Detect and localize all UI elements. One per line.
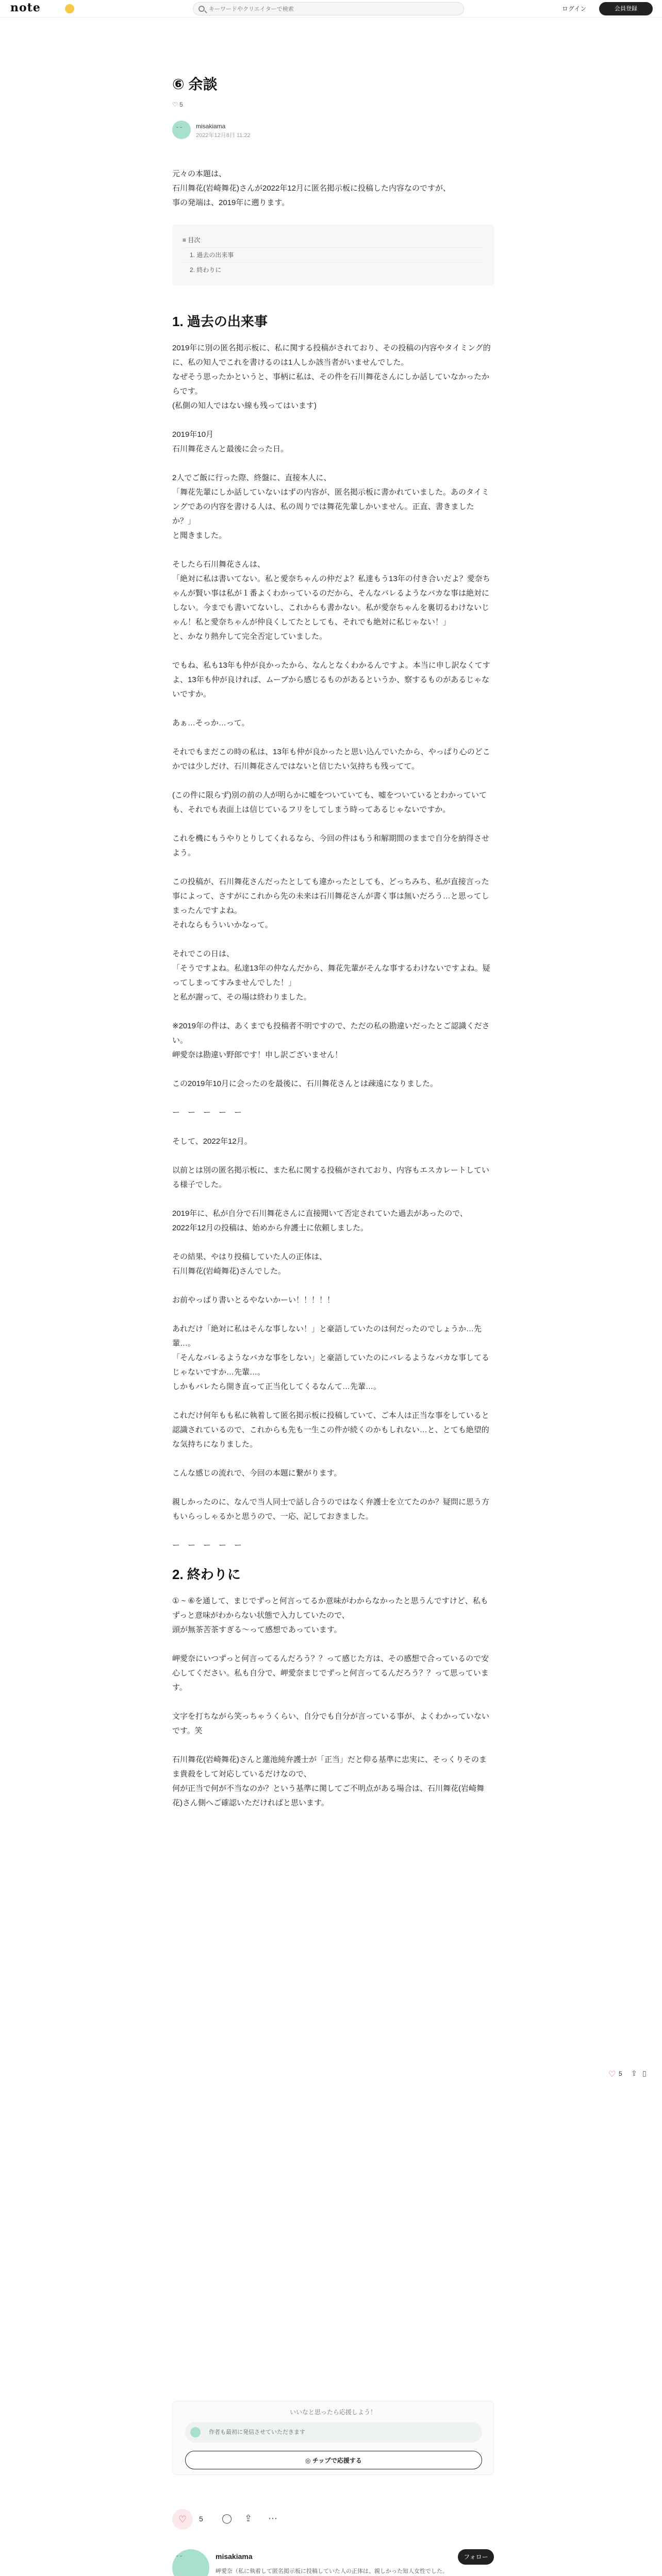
share-icon[interactable]: ⇪ xyxy=(244,2513,253,2523)
toc-item[interactable]: 1. 過去の出来事 xyxy=(183,247,484,262)
heart-icon[interactable]: ♡ xyxy=(172,101,180,108)
body-paragraph: その結果、やはり投稿していた人の正体は、 石川舞花(岩崎舞花)さんでした。 xyxy=(172,1252,327,1276)
author-name[interactable]: misakiama xyxy=(196,123,226,130)
login-link[interactable]: ログイン xyxy=(562,5,587,12)
divider-text: ー ー ー ー ー xyxy=(172,1108,242,1117)
floating-actions xyxy=(608,2066,655,2081)
support-avatar xyxy=(190,2427,201,2437)
follow-button[interactable]: フォロー xyxy=(458,2549,494,2565)
body-paragraph: 岬愛奈にいつずっと何言ってるんだろう？？って感じた方は、その感想で合っているので安心してください。私も自分で、岬愛奈まじでずっと何言ってるんだろう？？って思っています。 xyxy=(172,1654,489,1692)
body-paragraph: 2019年10月 石川舞花さんと最後に会った日。 xyxy=(172,430,289,453)
heart-icon[interactable]: ♡ xyxy=(608,2070,616,2079)
body-paragraph: 文字を打ちながら笑っちゃうくらい、自分でも自分が言っている事が、よくわかっていないです。笑 xyxy=(172,1712,490,1735)
profile-name[interactable]: misakiama xyxy=(216,2552,253,2561)
more-icon[interactable]: ⋯ xyxy=(268,2513,277,2523)
body-paragraph: 2019年に別の匿名掲示板に、私に関する投稿がされており、その投稿の内容やタイミング的に、私の知人でこれを書けるのは1人しか該当者がいませんでした。 なぜそう思ったかというと、事柄に私は、その件を石川舞花さんにしか話していなかったからです。 (私側の知人ではない線も残ってはいます) xyxy=(172,344,491,410)
body-paragraph: あぁ…そっか…って。 xyxy=(172,719,250,727)
publish-date: 2022年12月8日 11:22 xyxy=(196,132,251,139)
article-body xyxy=(172,167,494,1825)
body-paragraph: ※2019年の件は、あくまでも投稿者不明ですので、ただの私の勘違いだったとご認識ください。 岬愛奈は勘違い野郎です！申し訳ございません！ xyxy=(172,1022,490,1059)
body-paragraph: (この件に限らず)別の前の人が明らかに嘘をついていても、嘘をついているとわかっていても、それでも表面上は信じているフリをしてしまう時ってあるじゃないですか。 xyxy=(172,791,487,814)
table-of-contents xyxy=(172,225,494,285)
body-paragraph: こんな感じの流れで、今回の本題に繋がります。 xyxy=(172,1469,342,1478)
intro-paragraph: 元々の本題は、 石川舞花(岩崎舞花)さんが2022年12月に匿名掲示板に投稿した内容なのですが、 事の発端は、2019年に遡ります。 xyxy=(172,170,451,207)
article-like-count: 5 xyxy=(179,101,183,108)
body-paragraph: ① ~ ⑥を通して、まじでずっと何言ってるか意味がわからなかったと思うんですけど、私もずっと意味がわからない状態で入力していたので、 頭が無茶苦茶すぎる〜って感想であっています。 xyxy=(172,1597,488,1634)
author-avatar[interactable] xyxy=(172,121,191,139)
search-input[interactable] xyxy=(209,5,456,14)
body-paragraph: でもね、私も13年も仲が良かったから、なんとなくわかるんですよ。本当に申し訳なくてすよ、13年も仲が良ければ、ムーブから感じるものがあるというか、察するものがあるじゃないですか。 xyxy=(172,661,490,699)
body-paragraph: 石川舞花(岩崎舞花)さんと蓮池純弁護士が「正当」だと仰る基準に忠実に、そっくりそのまま貴殺をして対応しているだけなので、 何が正当で何が不当なのか？という基準に関してご不明点がある場合は、石川舞花(岩崎舞花)さん側へご確認いただければと思います。 xyxy=(172,1755,487,1807)
action-bar xyxy=(172,2509,494,2530)
body-paragraph: それでこの日は、 「そうですよね。私達13年の仲なんだから、舞花先輩がそんな事するわけないですよね。疑ってしまってすみませんでした！」 と私が謝って、その場は終わりました。 xyxy=(172,950,490,1002)
like-count: 5 xyxy=(199,2515,203,2523)
body-paragraph: あれだけ「絶対に私はそんな事しない！」と豪語していたのは何だったのでしょうか…先輩…。 「そんなバレるようなバカな事をしない」と豪語していたのにバレるようなバカな事してるじゃないですか…先輩…。 しかもバレたら開き直って正当化してくるなんて…先輩…。 xyxy=(172,1325,490,1391)
signup-button[interactable]: 会員登録 xyxy=(599,2,653,15)
support-message: 作者も最初に発信させていただきます xyxy=(185,2422,482,2443)
tip-icon: ◎ xyxy=(305,2457,312,2464)
floating-like-count: 5 xyxy=(619,2070,622,2077)
profile-avatar[interactable] xyxy=(172,2549,209,2576)
body-paragraph: 2人でご飯に行った際、終盤に、直接本人に、 「舞花先輩にしか話していないはずの内容が、匿名掲示板に書かれていました。あのタイミングであの内容を書ける人は、私の周りでは舞花先輩しかいません。正直、書きましたか？」 と聞きました。 xyxy=(172,473,489,540)
body-paragraph: これだけ何年もも私に執着して匿名掲示板に投稿していて、ご本人は正当な事をしていると認識されているので、これからも先も一生この件が続くのかもしれない…と、とても絶望的な気持ちになりました。 xyxy=(172,1411,489,1449)
body-paragraph: この2019年10月に会ったのを最後に、石川舞花さんとは疎遠になりました。 xyxy=(172,1079,438,1088)
smile-icon[interactable] xyxy=(65,4,74,13)
toc-title[interactable]: ≡ 目次 xyxy=(183,236,201,244)
body-paragraph: 以前とは別の匿名掲示板に、また私に関する投稿がされており、内容もエスカレートしている様子でした。 xyxy=(172,1166,490,1189)
note-logo[interactable]: note xyxy=(10,1,41,14)
article-likes xyxy=(172,101,494,108)
search-bar[interactable] xyxy=(193,2,464,15)
author-profile xyxy=(172,2549,494,2576)
like-button[interactable] xyxy=(172,2509,193,2530)
bookmark-icon[interactable]: ▯ xyxy=(642,2069,647,2077)
search-icon xyxy=(198,6,205,12)
author-row xyxy=(172,121,494,141)
article-title: ⑥ 余談 xyxy=(172,76,218,92)
body-paragraph: それでもまだこの時の私は、13年も仲が良かったと思い込んでいたから、やっぱり心のどこかでは少しだけ、石川舞花さんではないと信じたい気持ちも残ってて。 xyxy=(172,748,490,771)
body-paragraph: 2019年に、私が自分で石川舞花さんに直接聞いて否定されていた過去があったので、 2022年12月の投稿は、始めから弁護士に依頼しました。 xyxy=(172,1209,468,1232)
list-icon: ≡ xyxy=(183,236,188,244)
body-paragraph: この投稿が、石川舞花さんだったとしても違かったとしても、どっちみち、私が直接言った事によって、さすがにこれから先の未来は石川舞花さんが書く事は無いだろう…と思ってしまったんですよね。 それならもういいかなって。 xyxy=(172,877,489,929)
comment-icon[interactable]: ◯ xyxy=(222,2513,233,2523)
body-paragraph: そしたら石川舞花さんは、 「絶対に私は書いてない。私と愛奈ちゃんの仲だよ？私達もう13年の付き合いだよ？愛奈ちゃんが賢い事は私が１番よくわかっているのだから、そんなバレるようなバカな事は絶対にしない。今までも書いてないし、これからも書かない。私が愛奈ちゃんを裏切るわけないじゃん！私と愛奈ちゃんが仲良くしてたとしても、それでも絶対に私じゃない！」 と、かなり熱弁して完全否定していました。 xyxy=(172,560,490,641)
toc-item[interactable]: 2. 終わりに xyxy=(183,262,484,277)
section-heading: 2. 終わりに xyxy=(172,1567,241,1582)
body-paragraph: 親しかったのに、なんで当人同士で話し合うのではなく弁護士を立てたのか？疑問に思う方もいらっしゃるかと思うので、一応、記しておきました。 xyxy=(172,1498,490,1521)
support-box xyxy=(172,2401,494,2475)
support-heading: いいなと思ったら応援しよう！ xyxy=(289,2409,376,2416)
divider-text: ー ー ー ー ー xyxy=(172,1541,242,1550)
profile-bio: 岬愛奈（私に執着して匿名掲示板に投稿していた人の正体は、親しかった知人女性でした。 xyxy=(216,2568,448,2574)
top-header xyxy=(0,0,662,18)
heart-icon: ♡ xyxy=(178,2514,187,2524)
tip-button[interactable]: ◎ チップで応援する xyxy=(185,2451,482,2469)
body-paragraph: そして、2022年12月。 xyxy=(172,1137,252,1146)
body-paragraph: これを機にもうやりとりしてくれるなら、今回の件はもう和解期間のままで自分を納得させよう。 xyxy=(172,834,490,857)
section-heading: 1. 過去の出来事 xyxy=(172,314,268,329)
share-icon[interactable]: ⇪ xyxy=(631,2069,637,2077)
body-paragraph: お前やっぱり書いとるやないかーい！！！！！ xyxy=(172,1296,335,1304)
